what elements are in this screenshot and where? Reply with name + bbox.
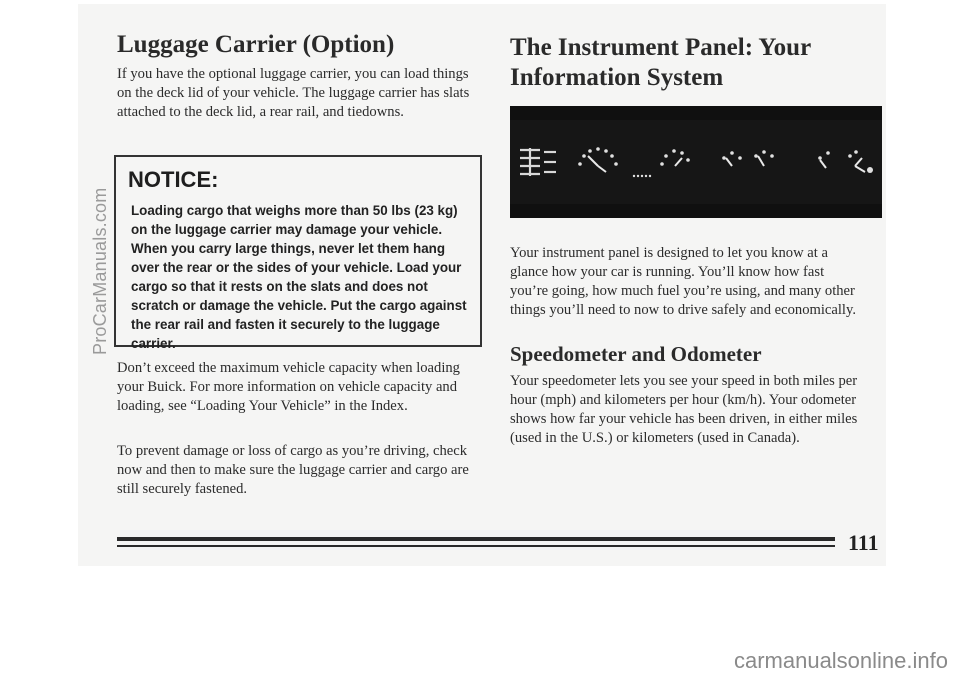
footer-rule-thin [117, 545, 835, 547]
luggage-carrier-intro: If you have the optional luggage carrier, you can load things on the deck lid of your vehicle. The luggage carrier has slats attached to the deck lid, a rear rail, and tiedowns. [117, 66, 470, 120]
notice-heading: NOTICE: [128, 167, 219, 192]
bottom-watermark: carmanualsonline.info [733, 648, 948, 673]
instrument-panel-title: The Instrument Panel: Your Information System [510, 34, 811, 91]
speedometer-subheading: Speedometer and Odometer [510, 342, 762, 366]
instrument-panel-illustration [510, 106, 882, 218]
cargo-check-paragraph: To prevent damage or loss of cargo as you’re driving, check now and then to make sure the luggage carrier and cargo are still securely fastened. [117, 443, 469, 497]
instrument-panel-image [510, 106, 882, 218]
instrument-panel-intro: Your instrument panel is designed to let you know at a glance how your car is running. You’ll know how fast you’re going, how much fuel you’re using, and many other things you’ll need to now to drive safely and economically. [510, 245, 856, 318]
side-watermark: ProCarManuals.com [90, 187, 110, 355]
luggage-carrier-title: Luggage Carrier (Option) [117, 31, 395, 58]
notice-box [114, 155, 482, 351]
notice-text: Loading cargo that weighs more than 50 lbs (23 kg) on the luggage carrier may damage your vehicle. When you carry large things, never let them hang over the rear or the sides of your vehicle. Load your cargo so that it rests on the slats and does not scratch or damage the vehicle. Put the cargo against the rear rail and fasten it securely to the luggage carrier. [131, 203, 467, 351]
capacity-paragraph: Don’t exceed the maximum vehicle capacity when loading your Buick. For more information on vehicle capacity and loading, see “Loading Your Vehicle” in the Index. [117, 360, 460, 414]
speedometer-paragraph: Your speedometer lets you see your speed in both miles per hour (mph) and kilometers per hour (km/h). Your odometer shows how far your vehicle has been driven, in either miles (used in the U.S.) or kilometers (used in Canada). [510, 373, 858, 446]
footer-rule-thick [117, 537, 835, 541]
page-number: 111 [848, 530, 879, 555]
